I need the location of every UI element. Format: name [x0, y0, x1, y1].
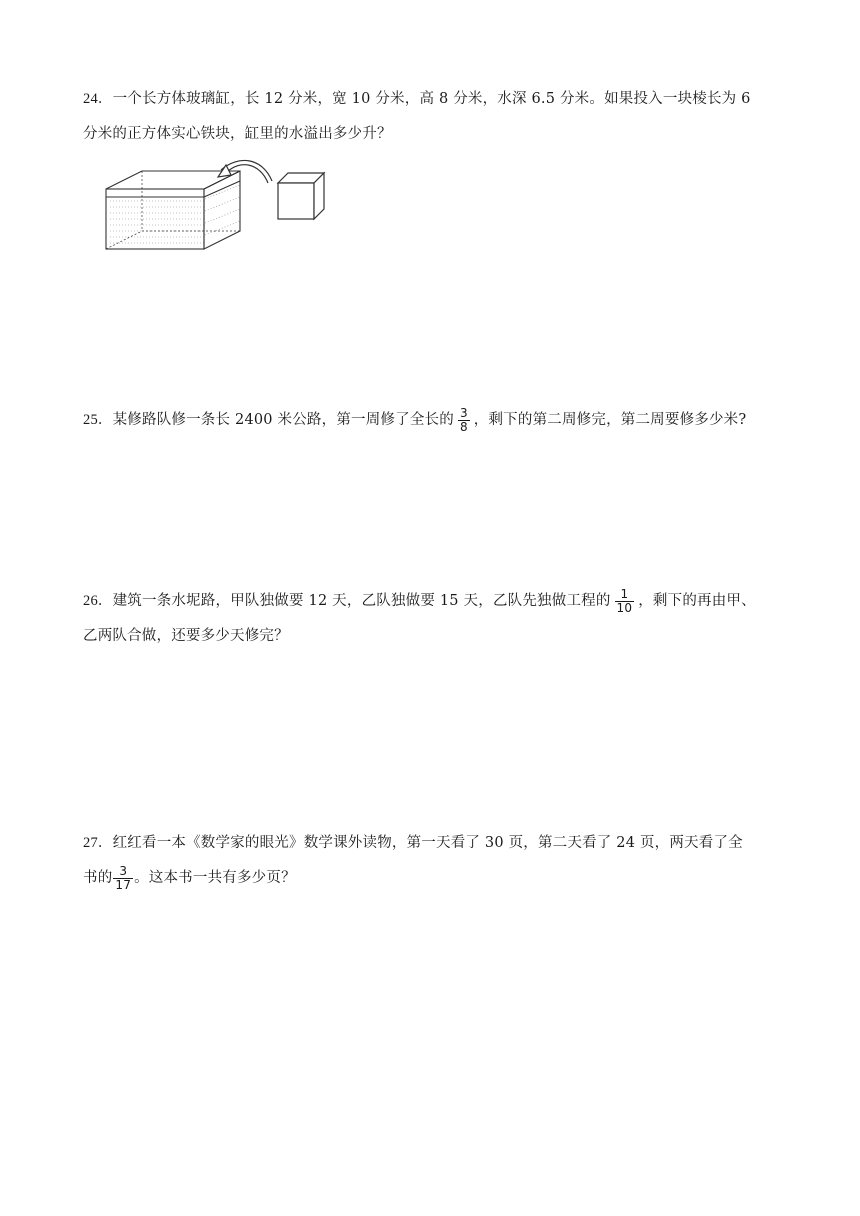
fraction-denominator: 8 — [459, 419, 468, 434]
question-text: 书的 — [83, 870, 113, 886]
fraction — [615, 588, 635, 615]
question-text: 一个长方体玻璃缸，长 12 分米，宽 10 分米，高 8 分米，水深 6.5 分米。如果投入一块棱长为 6 — [112, 91, 751, 107]
tank-and-cube-figure — [100, 155, 340, 265]
question-27 — [83, 826, 783, 896]
question-text: 。这本书一共有多少页？ — [134, 870, 296, 886]
question-number: 26． — [83, 593, 113, 609]
question-25 — [83, 403, 783, 438]
question-24-line-2 — [83, 117, 783, 152]
fraction-denominator: 17 — [115, 877, 132, 892]
fraction-denominator: 10 — [616, 600, 633, 615]
iron-cube-diagram — [278, 173, 324, 219]
question-26 — [83, 584, 783, 654]
fraction-numerator: 3 — [119, 863, 128, 878]
question-number: 27． — [83, 835, 113, 851]
question-text: 某修路队修一条长 2400 米公路，第一周修了全长的 — [112, 412, 454, 428]
fraction-numerator: 1 — [620, 586, 629, 601]
question-text: ，剩下的第二周修完，第二周要修多少米? — [473, 412, 747, 428]
question-text: 红红看一本《数学家的眼光》数学课外读物，第一天看了 30 页，第二天看了 24 页，两天看了全 — [112, 835, 743, 851]
question-27-line-1 — [83, 826, 783, 861]
fraction — [458, 407, 470, 434]
question-26-line-2 — [83, 619, 783, 654]
question-text: 建筑一条水坭路，甲队独做要 12 天，乙队独做要 15 天，乙队先独做工程的 — [112, 593, 611, 609]
question-24 — [83, 82, 783, 152]
question-24-line-1 — [83, 82, 783, 117]
glass-tank-diagram — [106, 171, 240, 249]
question-text: ，剩下的再由甲、 — [638, 593, 756, 609]
question-number: 25． — [83, 412, 113, 428]
question-number: 24． — [83, 91, 113, 107]
question-26-line-1 — [83, 584, 783, 619]
question-text: 分米的正方体实心铁块，缸里的水溢出多少升？ — [83, 126, 392, 142]
question-text: 乙两队合做，还要多少天修完？ — [83, 628, 289, 644]
fraction-numerator: 3 — [459, 405, 468, 420]
question-27-line-2 — [83, 861, 783, 896]
question-25-line-1 — [83, 403, 783, 438]
arrow-icon — [218, 160, 272, 183]
fraction — [113, 865, 133, 892]
